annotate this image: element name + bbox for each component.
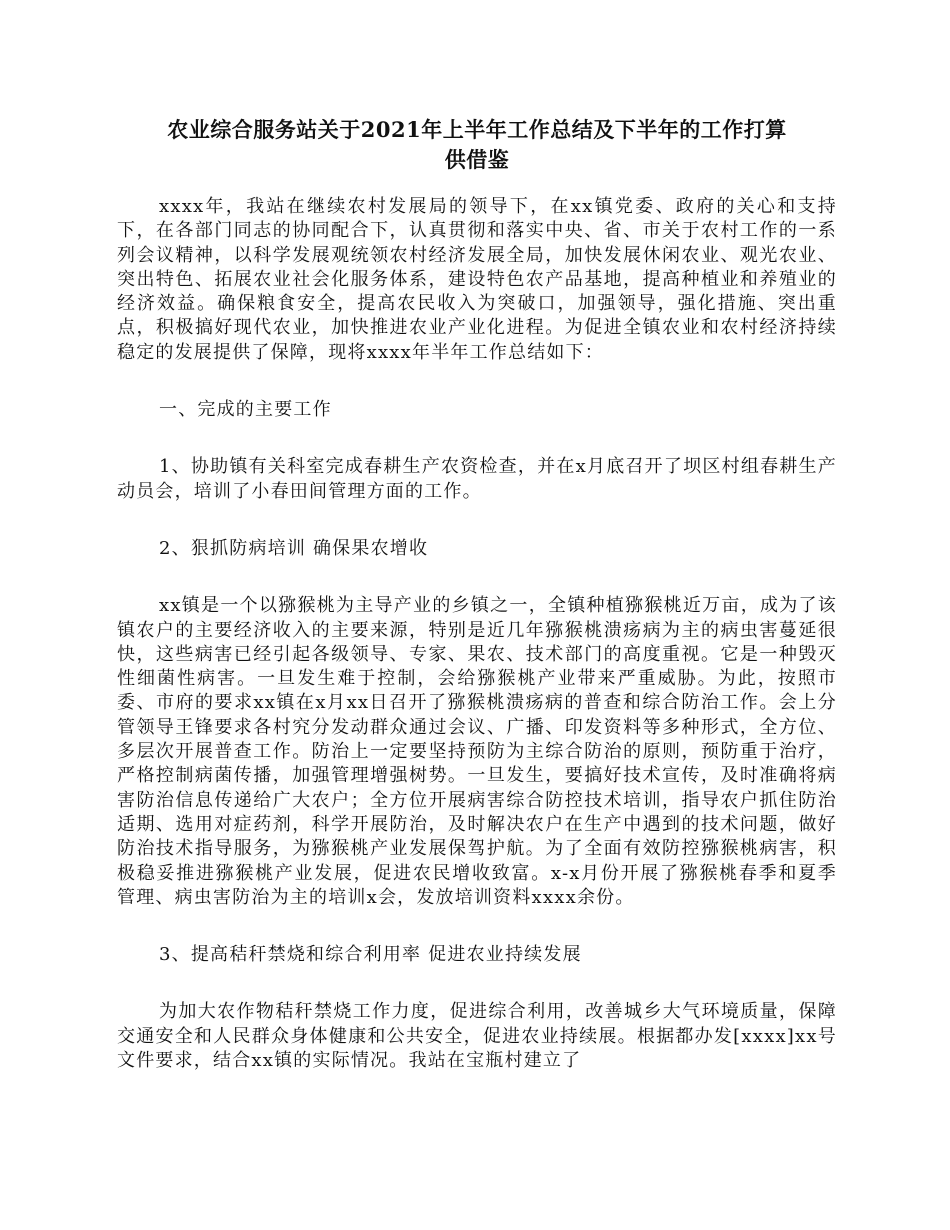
item1-paragraph: 1、协助镇有关科室完成春耕生产农资检查，并在x月底召开了坝区村组春耕生产动员会，培训了小春田间管理方面的工作。	[117, 456, 837, 502]
item2-heading: 2、狠抓防病培训 确保果农增收	[159, 537, 429, 559]
document-page	[117, 115, 837, 1073]
spacer	[117, 910, 837, 943]
spacer	[117, 504, 837, 537]
item2-paragraph: xx镇是一个以猕猴桃为主导产业的乡镇之一，全镇种植猕猴桃近万亩，成为了该镇农户的主要经济收入的主要来源，特别是近几年猕猴桃溃疡病为主的病虫害蔓延很快，这些病害已经引起各级领导、专家、果农、技术部门的高度重视。它是一种毁灭性细菌性病害。一旦发生难于控制，会给猕猴桃产业带来严重威胁。为此，按照市委、市府的要求xx镇在x月xx日召开了猕猴桃溃疡病的普查和综合防治工作。会上分管领导王锋要求各村究分发动群众通过会议、广播、印发资料等多种形式，全方位、多层次开展普查工作。防治上一定要坚持预防为主综合防治的原则，预防重于治疗，严格控制病菌传播，加强管理增强树势。一旦发生，要搞好技术宣传，及时准确将病害防治信息传递给广大农户；全方位开展病害综合防控技术培训，指导农户抓住防治适期、选用对症药剂，科学开展防治，及时解决农户在生产中遇到的技术问题，做好防治技术指导服务，为猕猴桃产业发展保驾护航。为了全面有效防控猕猴桃病害，积极稳妥推进猕猴桃产业发展，促进农民增收致富。x-x月份开展了猕猴桃春季和夏季管理、病虫害防治为主的培训x会，发放培训资料xxxx余份。	[117, 595, 837, 908]
document-title-line1: 农业综合服务站关于2021年上半年工作总结及下半年的工作打算	[167, 117, 787, 142]
item3-heading: 3、提高秸秆禁烧和综合利用率 促进农业持续发展	[159, 944, 582, 966]
spacer	[117, 175, 837, 195]
item3-paragraph: 为加大农作物秸秆禁烧工作力度，促进综合利用，改善城乡大气环境质量，保障交通安全和人民群众身体健康和公共安全，促进农业持续展。根据都办发[xxxx]xx号文件要求，结合xx镇的实际情况。我站在宝瓶村建立了	[117, 1001, 837, 1072]
spacer	[117, 365, 837, 398]
document-title	[117, 115, 837, 175]
section1-heading: 一、完成的主要工作	[159, 399, 332, 421]
intro-paragraph: xxxx年，我站在继续农村发展局的领导下，在xx镇党委、政府的关心和支持下，在各部门同志的协同配合下，认真贯彻和落实中央、省、市关于农村工作的一系列会议精神，以科学发展观统领农村经济发展全局，加快发展休闲农业、观光农业、突出特色、拓展农业社会化服务体系，建设特色农产品基地，提高种植业和养殖业的经济效益。确保粮食安全，提高农民收入为突破口，加强领导，强化措施、突出重点，积极搞好现代农业，加快推进农业产业化进程。为促进全镇农业和农村经济持续稳定的发展提供了保障，现将xxxx年半年工作总结如下：	[117, 196, 837, 363]
spacer	[117, 422, 837, 455]
document-title-line2: 供借鉴	[444, 147, 510, 172]
spacer	[117, 967, 837, 1000]
spacer	[117, 561, 837, 594]
